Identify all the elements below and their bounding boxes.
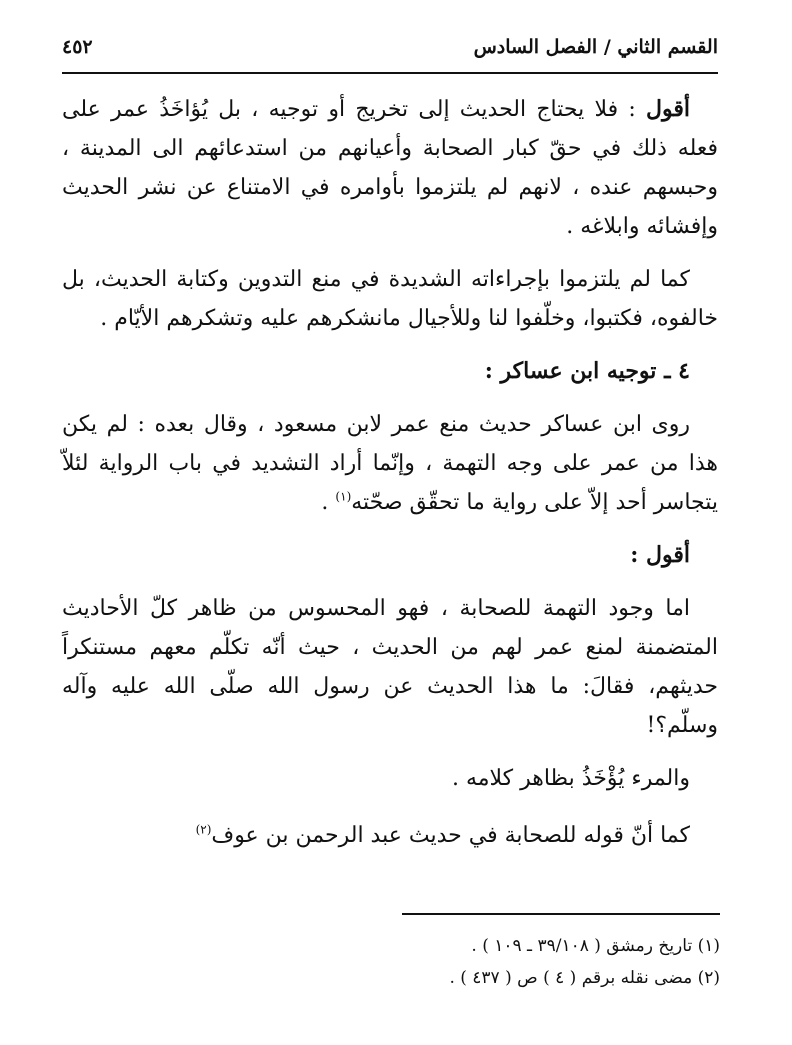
- footnote-1: (١) تاريخ رمشق ( ٣٩/١٠٨ ـ ١٠٩ ) .: [471, 936, 720, 956]
- section-heading: ٤ ـ توجيه ابن عساكر :: [484, 358, 690, 384]
- page-number: ٤٥٢: [62, 36, 93, 58]
- paragraph-lead: أقول: [646, 96, 690, 122]
- section-title: القسم الثاني / الفصل السادس: [473, 36, 718, 58]
- footnote-2: (٢) مضى نقله برقم ( ٤ ) ص ( ٤٣٧ ) .: [449, 968, 720, 988]
- paragraph-tuhma: [62, 589, 718, 745]
- footnotes: [80, 930, 720, 994]
- paragraph-text: : فلا يحتاج الحديث إلى تخريج أو توجيه ، بل يُؤاخَذُ عمر على فعله ذلك في حقّ كبار الصحابة وأعيانهم من استدعائهم الى المدينة ، وحبسهم عنده ، لانهم لم يلتزموا بأوامره في الامتناع عن نشر الحديث وإفشائه وابلاغه .: [62, 97, 718, 239]
- footnote-ref-2[interactable]: (٢): [195, 822, 212, 837]
- page-header: [62, 30, 718, 64]
- header-rule: [62, 72, 718, 74]
- footnote-ref-1[interactable]: (١): [335, 489, 352, 504]
- main-text: [62, 90, 718, 869]
- paragraph-asakir: [62, 405, 718, 522]
- paragraph-tail: .: [321, 490, 336, 515]
- paragraph-text: اما وجود التهمة للصحابة ، فهو المحسوس من ظاهر كلّ الأحاديث المتضمنة لمنع عمر لهم من الحديث ، حيث أنّه تكلّم معهم مستنكراً حديثهم، فقالَ: ما هذا الحديث عن رسول الله صلّى الله عليه وآله وسلّم؟!: [62, 596, 718, 738]
- paragraph-text: والمرء يُؤْخَذُ بظاهر كلامه .: [451, 766, 690, 791]
- paragraph-text: روى ابن عساكر حديث منع عمر لابن مسعود ، وقال بعده : لم يكن هذا من عمر على وجه التهمة ، وإنّما أراد التشديد في باب الرواية لئلاّ يتجاسر أحد إلاّ على رواية ما تحقّق صحّته: [62, 412, 718, 515]
- footnote-divider: [402, 913, 720, 915]
- paragraph-text: كما لم يلتزموا بإجراءاته الشديدة في منع التدوين وكتابة الحديث، بل خالفوه، فكتبوا، وخلّفوا لنا وللأجيال مانشكرهم عليه وتشكرهم الأيّام .: [62, 267, 718, 331]
- paragraph-mar: [62, 759, 718, 798]
- paragraph-kama: [62, 816, 718, 855]
- aqulu-label: أقول :: [630, 542, 690, 568]
- paragraph-aqulu-1: [62, 90, 718, 246]
- paragraph-text: كما أنّ قوله للصحابة في حديث عبد الرحمن بن عوف: [211, 823, 690, 848]
- paragraph-kama-lam: [62, 260, 718, 338]
